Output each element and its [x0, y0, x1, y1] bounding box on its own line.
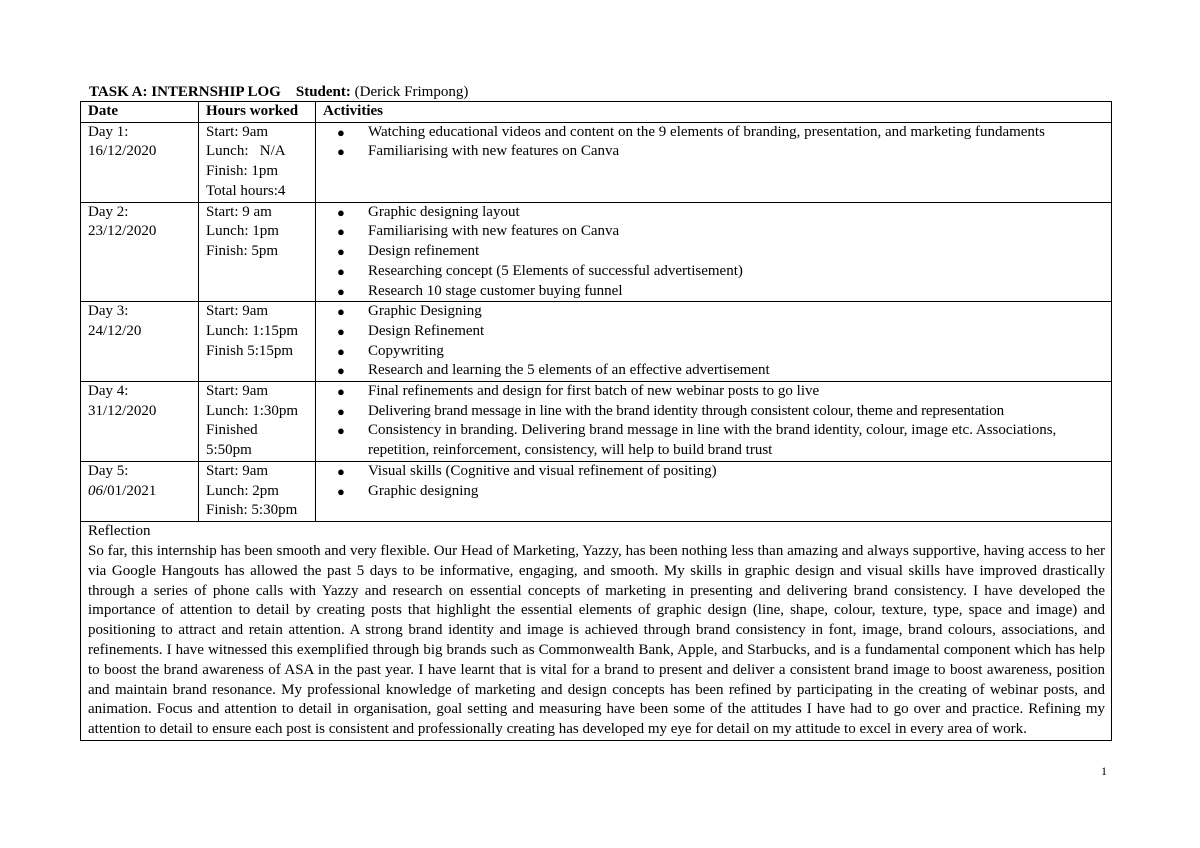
reflection-heading: Reflection — [88, 523, 151, 540]
activity-item: ● Consistency in branding. Delivering brand message in line with the brand identity, colour, image etc. Associations, repetition, reinforcement, consistency, will help to build brand trust — [337, 422, 1057, 459]
task-label: TASK A: INTERNSHIP LOG — [89, 84, 281, 100]
hours-line: Finish 5:15pm — [206, 342, 294, 359]
date-value: 31/12/2020 — [88, 402, 157, 419]
activities-cell — [316, 382, 1112, 462]
document-title — [89, 83, 468, 101]
date-value: 16/12/2020 — [88, 143, 157, 160]
hours-cell — [199, 202, 316, 302]
activity-list — [323, 382, 1111, 461]
bullet-icon: ● — [337, 384, 345, 400]
date-cell — [81, 302, 199, 382]
hours-line: Start: 9am — [206, 383, 269, 400]
activity-list — [323, 302, 1111, 381]
activities-cell — [316, 122, 1112, 202]
date-cell — [81, 382, 199, 462]
hours-line: Start: 9am — [206, 463, 269, 480]
activity-item: ● Final refinements and design for first batch of new webinar posts to go live — [323, 382, 1111, 402]
bullet-icon: ● — [337, 304, 345, 320]
activity-item: ● Research 10 stage customer buying funnel — [323, 282, 1111, 302]
bullet-icon: ● — [337, 224, 345, 240]
date-value: 06/01/2021 — [88, 482, 157, 499]
activity-item: ● Graphic designing layout — [323, 203, 1111, 223]
bullet-icon: ● — [337, 464, 345, 480]
table-header-row — [81, 102, 1112, 123]
internship-log-table — [80, 101, 1112, 741]
date-value: 24/12/20 — [88, 322, 142, 339]
hours-line: Finish: 1pm — [206, 163, 279, 180]
hours-line: Start: 9am — [206, 123, 269, 140]
hours-line: Finished — [206, 422, 258, 439]
hours-line: Lunch: 1:30pm — [206, 402, 299, 419]
date-cell — [81, 462, 199, 522]
hours-line: Lunch: N/A — [206, 143, 286, 160]
table-row-day-2 — [81, 202, 1112, 302]
table-row-day-3 — [81, 302, 1112, 382]
date-cell — [81, 122, 199, 202]
activity-item: ● Delivering brand message in line with the brand identity through consistent colour, theme and representation — [323, 402, 1111, 422]
hours-line: Start: 9am — [206, 303, 269, 320]
table-row-day-4 — [81, 382, 1112, 462]
hours-line: Start: 9 am — [206, 203, 272, 220]
activity-item: ● Familiarising with new features on Canva — [323, 222, 1111, 242]
day-label: Day 2: — [88, 203, 129, 220]
day-label: Day 5: — [88, 463, 129, 480]
activity-item: ● Copywriting — [323, 342, 1111, 362]
hours-line: Finish: 5pm — [206, 243, 279, 260]
bullet-icon: ● — [337, 144, 345, 160]
reflection-cell — [81, 522, 1112, 741]
day-label: Day 4: — [88, 383, 129, 400]
activity-item: ● Graphic Designing — [323, 302, 1111, 322]
table-row-day-5 — [81, 462, 1112, 522]
date-value: 23/12/2020 — [88, 223, 157, 240]
activity-item: ● Watching educational videos and content on the 9 elements of branding, presentation, and marketing fundaments — [323, 123, 1111, 143]
bullet-icon: ● — [337, 363, 345, 379]
activity-item: ● Researching concept (5 Elements of successful advertisement) — [323, 262, 1111, 282]
header-hours-worked: Hours worked — [199, 102, 316, 123]
hours-cell — [199, 302, 316, 382]
hours-line: Lunch: 2pm — [206, 482, 279, 499]
activity-item: ● Design refinement — [323, 242, 1111, 262]
hours-cell — [199, 382, 316, 462]
student-label: Student: — [295, 84, 351, 100]
hours-cell — [199, 462, 316, 522]
bullet-icon: ● — [337, 204, 345, 220]
activity-list — [323, 123, 1111, 162]
hours-line: 5:50pm — [206, 442, 252, 459]
reflection-row — [81, 522, 1112, 741]
activities-cell — [316, 302, 1112, 382]
bullet-icon: ● — [337, 244, 345, 260]
activity-item: ● Design Refinement — [323, 322, 1111, 342]
date-cell — [81, 202, 199, 302]
activity-list — [323, 203, 1111, 302]
bullet-icon: ● — [337, 283, 345, 299]
bullet-icon: ● — [337, 323, 345, 339]
student-name: (Derick Frimpong) — [354, 84, 469, 100]
table-row-day-1 — [81, 122, 1112, 202]
hours-line: Total hours:4 — [206, 182, 286, 199]
bullet-icon: ● — [337, 124, 345, 140]
page-number: 1 — [1101, 764, 1107, 778]
activity-item: ● Familiarising with new features on Canva — [323, 142, 1111, 162]
activities-cell — [316, 462, 1112, 522]
header-activities: Activities — [316, 102, 1112, 123]
bullet-icon: ● — [337, 423, 345, 439]
reflection-body: So far, this internship has been smooth and very flexible. Our Head of Marketing, Yazzy, has been nothing less than amazing and always supportive, having access to her via Google Hangouts has allowed the past 5 days to be informative, engaging, and smooth. My skills in graphic design and visual skills have improved drastically through a series of phone calls with Yazzy and research on essential concepts of marketing in presenting and delivering brand consistency. I have developed the importance of attention to detail by creating posts that highlight the essential elements of graphic design (line, shape, colour, texture, type, space and image) and positioning to attract and retain attention. A strong brand identity and image is achieved through brand consistency in font, image, brand colours, associations, and refinements. I have witnessed this exemplified through big brands such as Commonwealth Bank, Apple, and Starbucks, and is a fundamental component which has help to boost the brand awareness of ASA in the past year. I have learnt that is vital for a brand to present and deliver a consistent brand image to boost awareness, position and maintain brand resonance. My professional knowledge of marketing and design concepts has been refined by participating in the creating of webinar posts, and animation. Focus and attention to detail in organisation, goal setting and measuring have been some of the attitudes I have had to go over and practice. Refining my attention to detail to ensure each post is consistent and professionally creating has developed my eye for detail on my attitude to excel in every area of work. — [88, 542, 1105, 738]
bullet-icon: ● — [337, 263, 345, 279]
day-label: Day 3: — [88, 303, 129, 320]
activity-list — [323, 462, 1111, 501]
activity-item: ● Research and learning the 5 elements of an effective advertisement — [323, 361, 1111, 381]
bullet-icon: ● — [337, 343, 345, 359]
day-label: Day 1: — [88, 123, 129, 140]
activities-cell — [316, 202, 1112, 302]
activity-item: ● Graphic designing — [323, 482, 1111, 502]
hours-line: Lunch: 1pm — [206, 223, 279, 240]
hours-line: Finish: 5:30pm — [206, 502, 298, 519]
hours-cell — [199, 122, 316, 202]
bullet-icon: ● — [337, 403, 345, 419]
activity-item: ● Visual skills (Cognitive and visual refinement of positing) — [323, 462, 1111, 482]
hours-line: Lunch: 1:15pm — [206, 322, 299, 339]
bullet-icon: ● — [337, 483, 345, 499]
header-date: Date — [81, 102, 199, 123]
